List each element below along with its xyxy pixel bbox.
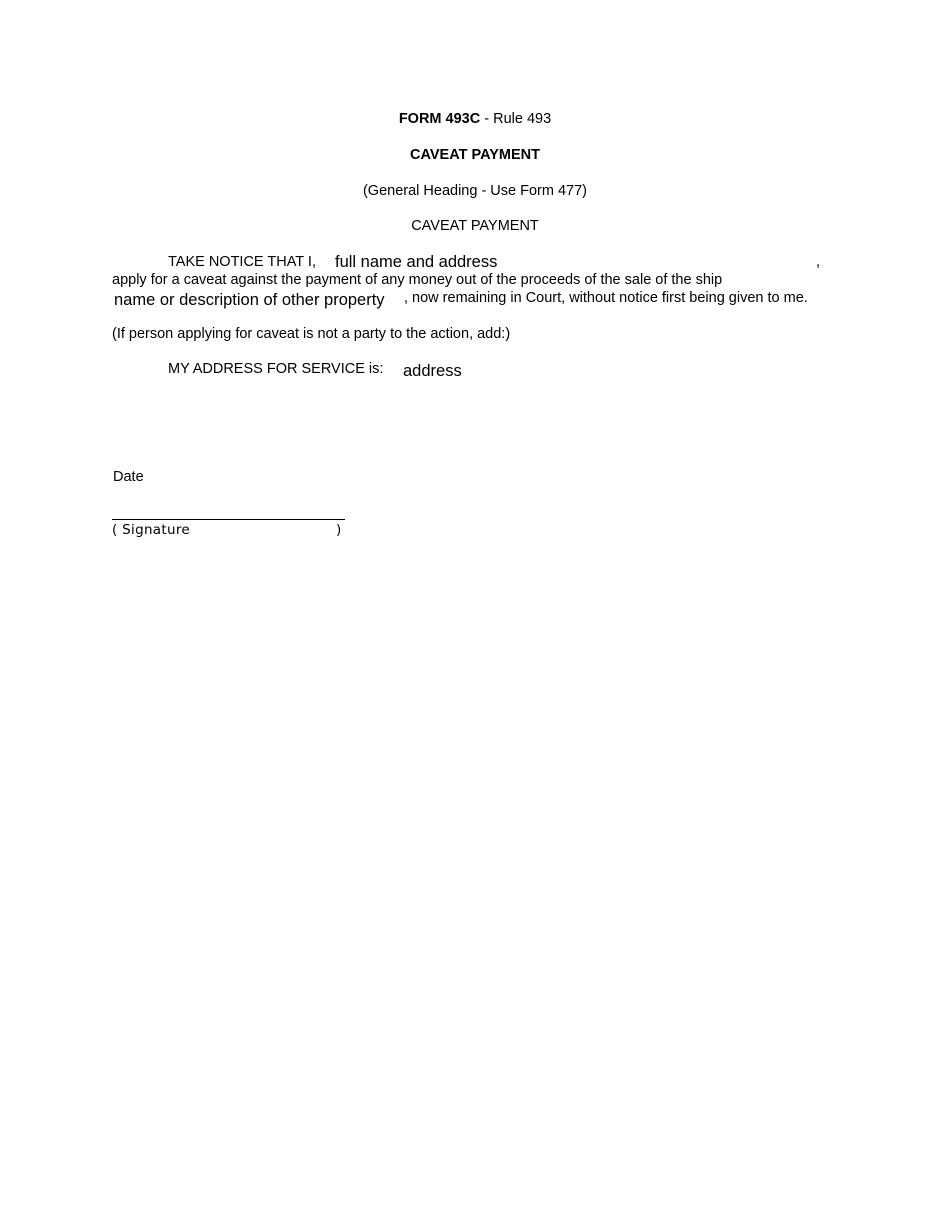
remaining-text: , now remaining in Court, without notice first being given to me. — [404, 290, 808, 306]
conditional-note: (If person applying for caveat is not a party to the action, add:) — [112, 326, 511, 342]
form-rule: - Rule 493 — [484, 111, 552, 127]
form-title: CAVEAT PAYMENT — [410, 147, 540, 163]
signature-label-open: ( Signature — [112, 522, 190, 538]
date-label: Date — [113, 469, 144, 485]
full-name-field[interactable]: full name and address — [335, 253, 498, 271]
general-heading: (General Heading - Use Form 477) — [362, 183, 588, 199]
property-field[interactable]: name or description of other property — [114, 291, 385, 309]
signature-label-close: ) — [336, 522, 342, 538]
address-label: MY ADDRESS FOR SERVICE is: — [168, 361, 384, 377]
comma-separator: , — [816, 254, 821, 270]
form-number: FORM 493C — [398, 111, 481, 127]
apply-text: apply for a caveat against the payment of any money out of the proceeds of the sale of the ship — [112, 272, 723, 288]
signature-line — [112, 519, 345, 520]
form-header — [0, 111, 950, 127]
form-subtitle: CAVEAT PAYMENT — [411, 218, 539, 234]
address-field[interactable]: address — [403, 362, 462, 380]
take-notice-label: TAKE NOTICE THAT I, — [168, 254, 316, 270]
